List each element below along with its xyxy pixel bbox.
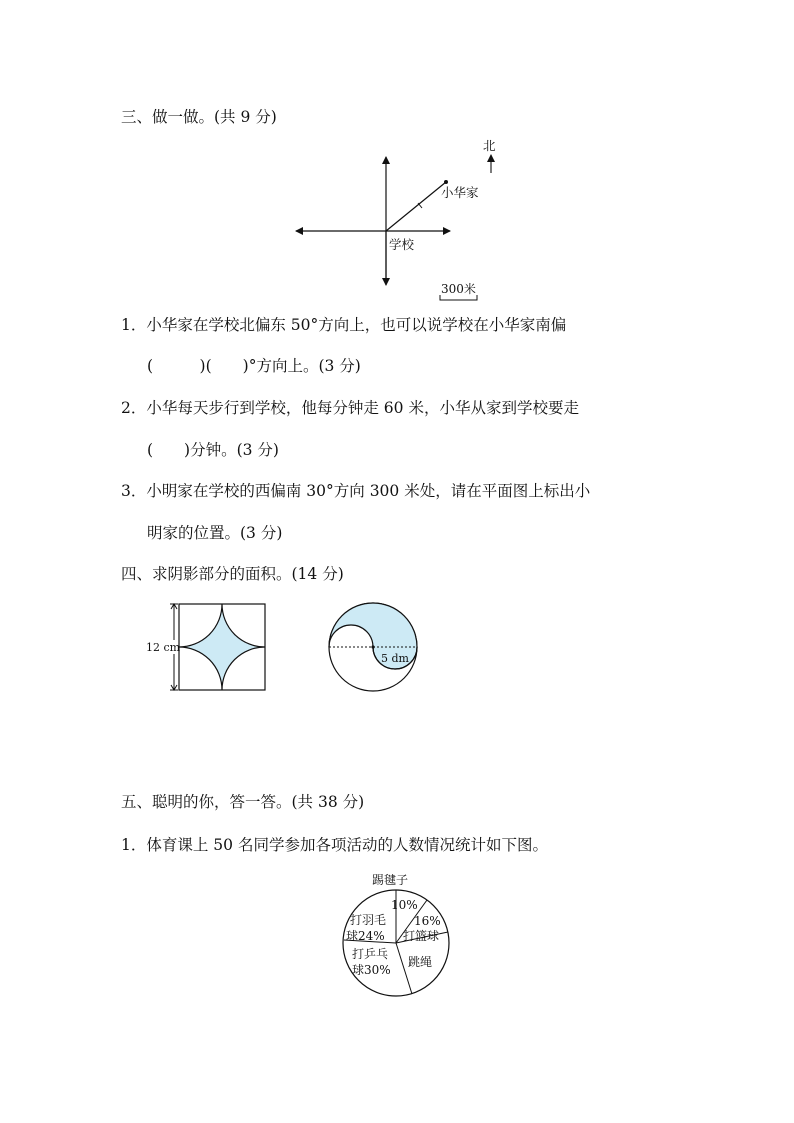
pie-yumao-l1: 打羽毛 — [350, 913, 387, 927]
fig1-dimension-label: 12 cm — [146, 641, 181, 654]
pie-pingpang-l1: 打乒乓 — [352, 947, 389, 961]
q1-line2: ( )( )°方向上。(3 分) — [147, 357, 361, 375]
pie-lanqiu-name: 打篮球 — [403, 929, 440, 943]
activity-pie-chart — [330, 868, 460, 1003]
section5-heading: 五、聪明的你，答一答。(共 38 分) — [121, 793, 365, 811]
circle-figure — [325, 600, 425, 695]
home-direction-line — [386, 182, 446, 231]
pie-pingpang-l2: 球30% — [352, 963, 391, 977]
pie-lanqiu-pct: 16% — [414, 914, 441, 928]
school-label: 学校 — [389, 237, 415, 252]
section3-heading: 三、做一做。(共 9 分) — [121, 108, 277, 126]
pie-yumao-l2: 球24% — [346, 929, 385, 943]
home-label: 小华家 — [441, 185, 479, 200]
fig2-dimension-label: 5 dm — [381, 652, 409, 665]
q2-line1: 2．小华每天步行到学校，他每分钟走 60 米，小华从家到学校要走 — [121, 399, 579, 417]
q1-line1: 1．小华家在学校北偏东 50°方向上，也可以说学校在小华家南偏 — [121, 316, 567, 334]
scale-label: 300米 — [441, 282, 476, 296]
section4-heading: 四、求阴影部分的面积。(14 分) — [121, 565, 344, 583]
square-star-figure — [144, 600, 274, 695]
pie-jianzi-pct: 10% — [391, 898, 418, 912]
direction-map — [290, 135, 500, 305]
q3-line1: 3．小明家在学校的西偏南 30°方向 300 米处，请在平面图上标出小 — [121, 482, 591, 500]
north-label: 北 — [483, 138, 496, 153]
q3-line2: 明家的位置。(3 分) — [147, 524, 283, 542]
pie-jianzi-name: 踢毽子 — [372, 873, 409, 887]
pie-tiaosheng: 跳绳 — [408, 955, 433, 969]
section5-q1: 1．体育课上 50 名同学参加各项活动的人数情况统计如下图。 — [121, 836, 548, 854]
q2-line2: ( )分钟。(3 分) — [147, 441, 279, 459]
